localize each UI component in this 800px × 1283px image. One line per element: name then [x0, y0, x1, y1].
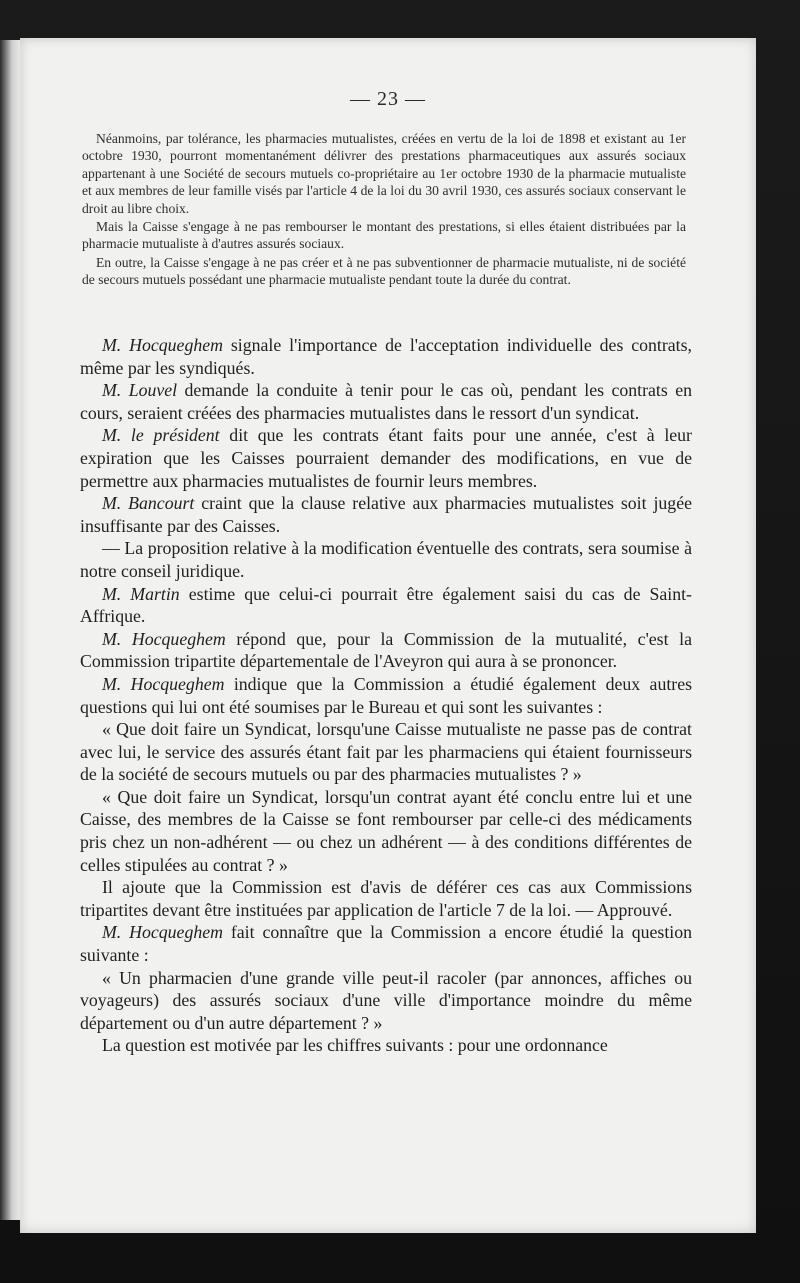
paragraph-text: Il ajoute que la Commission est d'avis de déférer ces cas aux Commissions tripartites devant être instituées par application de l'article 7 de la loi. — Approuvé. [80, 877, 692, 920]
clause-paragraph: Néanmoins, par tolérance, les pharmacies mutualistes, créées en vertu de la loi de 1898 et existant au 1er octobre 1930, pourront momentanément délivrer des prestations pharmaceutiques aux assurés sociaux appartenant à une Société de secours mutuels co-propriétaire au 1er octobre 1930 de la pharmacie mutualiste et aux membres de leur famille visés par l'article 4 de la loi du 30 avril 1930, ces assurés sociaux conservant le droit au libre choix. [82, 131, 686, 216]
minutes-paragraph [80, 628, 692, 673]
minutes-paragraph [80, 424, 692, 492]
paragraph-text: « Que doit faire un Syndicat, lorsqu'un contrat ayant été conclu entre lui et une Caisse, des membres de la Caisse se font rembourser par celle-ci des médicaments pris chez un non-adhérent — ou chez un adhérent — à des conditions différentes de celles stipulées au contrat ? » [80, 786, 692, 875]
minutes-body [80, 334, 692, 1057]
clause-paragraph: En outre, la Caisse s'engage à ne pas créer et à ne pas subventionner de pharmacie mutualiste, ni de société de secours mutuels possédant une pharmacie mutualiste pendant toute la durée du contrat. [82, 254, 686, 288]
paragraph-text: — La proposition relative à la modification éventuelle des contrats, sera soumise à notre conseil juridique. [80, 538, 692, 581]
speaker-name: M. Bancourt [102, 493, 195, 514]
minutes-paragraph [80, 673, 692, 718]
clause-paragraph: Mais la Caisse s'engage à ne pas rembourser le montant des prestations, si elles étaient distribuées par la pharmacie mutualiste à d'autres assurés sociaux. [82, 219, 686, 252]
speaker-name: M. Martin [102, 583, 180, 604]
paragraph-text: « Que doit faire un Syndicat, lorsqu'une Caisse mutualiste ne passe pas de contrat avec lui, le service des assurés étant fait par les pharmaciens qui étaient fournisseurs de la société de secours mutuels ou par des pharmacies mutualistes ? » [80, 719, 692, 785]
minutes-paragraph [80, 334, 692, 379]
speaker-name: M. Hocqueghem [102, 628, 226, 649]
paragraph-text: dit que les contrats étant faits pour une année, c'est à leur expiration que les Caisses pourraient demander des modifications, en vue de permettre aux pharmacies mutualistes de fournir leurs membres. [80, 425, 692, 491]
minutes-paragraph [80, 718, 692, 786]
document-page [20, 38, 756, 1233]
speaker-name: M. Hocqueghem [102, 673, 225, 694]
paragraph-text: indique que la Commission a étudié également deux autres questions qui lui ont été soumises par le Bureau et qui sont les suivantes : [80, 673, 693, 717]
minutes-paragraph [80, 1034, 692, 1057]
page-number: — 23 — [350, 88, 426, 110]
minutes-paragraph [80, 876, 692, 921]
minutes-paragraph [80, 786, 692, 876]
speaker-name: M. le président [102, 425, 220, 446]
minutes-paragraph [80, 379, 692, 424]
speaker-name: M. Hocqueghem [102, 335, 223, 355]
paragraph-text: craint que la clause relative aux pharmacies mutualistes soit jugée insuffisante par des Caisses. [80, 493, 692, 536]
paragraph-text: demande la conduite à tenir pour le cas où, pendant les contrats en cours, seraient créées des pharmacies mutualistes dans le ressort d'un syndicat. [80, 380, 692, 423]
paragraph-text: signale l'importance de l'acceptation individuelle des contrats, même par les syndiqués. [80, 335, 692, 378]
speaker-name: M. Louvel [102, 380, 178, 401]
minutes-paragraph [80, 537, 692, 582]
paragraph-text: estime que celui-ci pourrait être également saisi du cas de Saint-Affrique. [80, 583, 692, 627]
paragraph-text: « Un pharmacien d'une grande ville peut-il racoler (par annonces, affiches ou voyageurs) des assurés sociaux d'une ville d'importance moindre du même département ou d'un autre département ? » [80, 967, 692, 1033]
speaker-name: M. Hocqueghem [102, 922, 223, 943]
contract-clause-excerpt [82, 130, 686, 290]
minutes-paragraph [80, 492, 692, 537]
facing-page-edge [0, 40, 20, 1220]
paragraph-text: fait connaître que la Commission a encore étudié la question suivante : [80, 922, 692, 966]
paragraph-text: répond que, pour la Commission de la mutualité, c'est la Commission tripartite départementale de l'Aveyron qui aura à se prononcer. [80, 628, 693, 672]
minutes-paragraph [80, 921, 692, 966]
paragraph-text: La question est motivée par les chiffres suivants : pour une ordonnance [102, 1035, 608, 1056]
minutes-paragraph [80, 583, 692, 628]
minutes-paragraph [80, 967, 692, 1035]
